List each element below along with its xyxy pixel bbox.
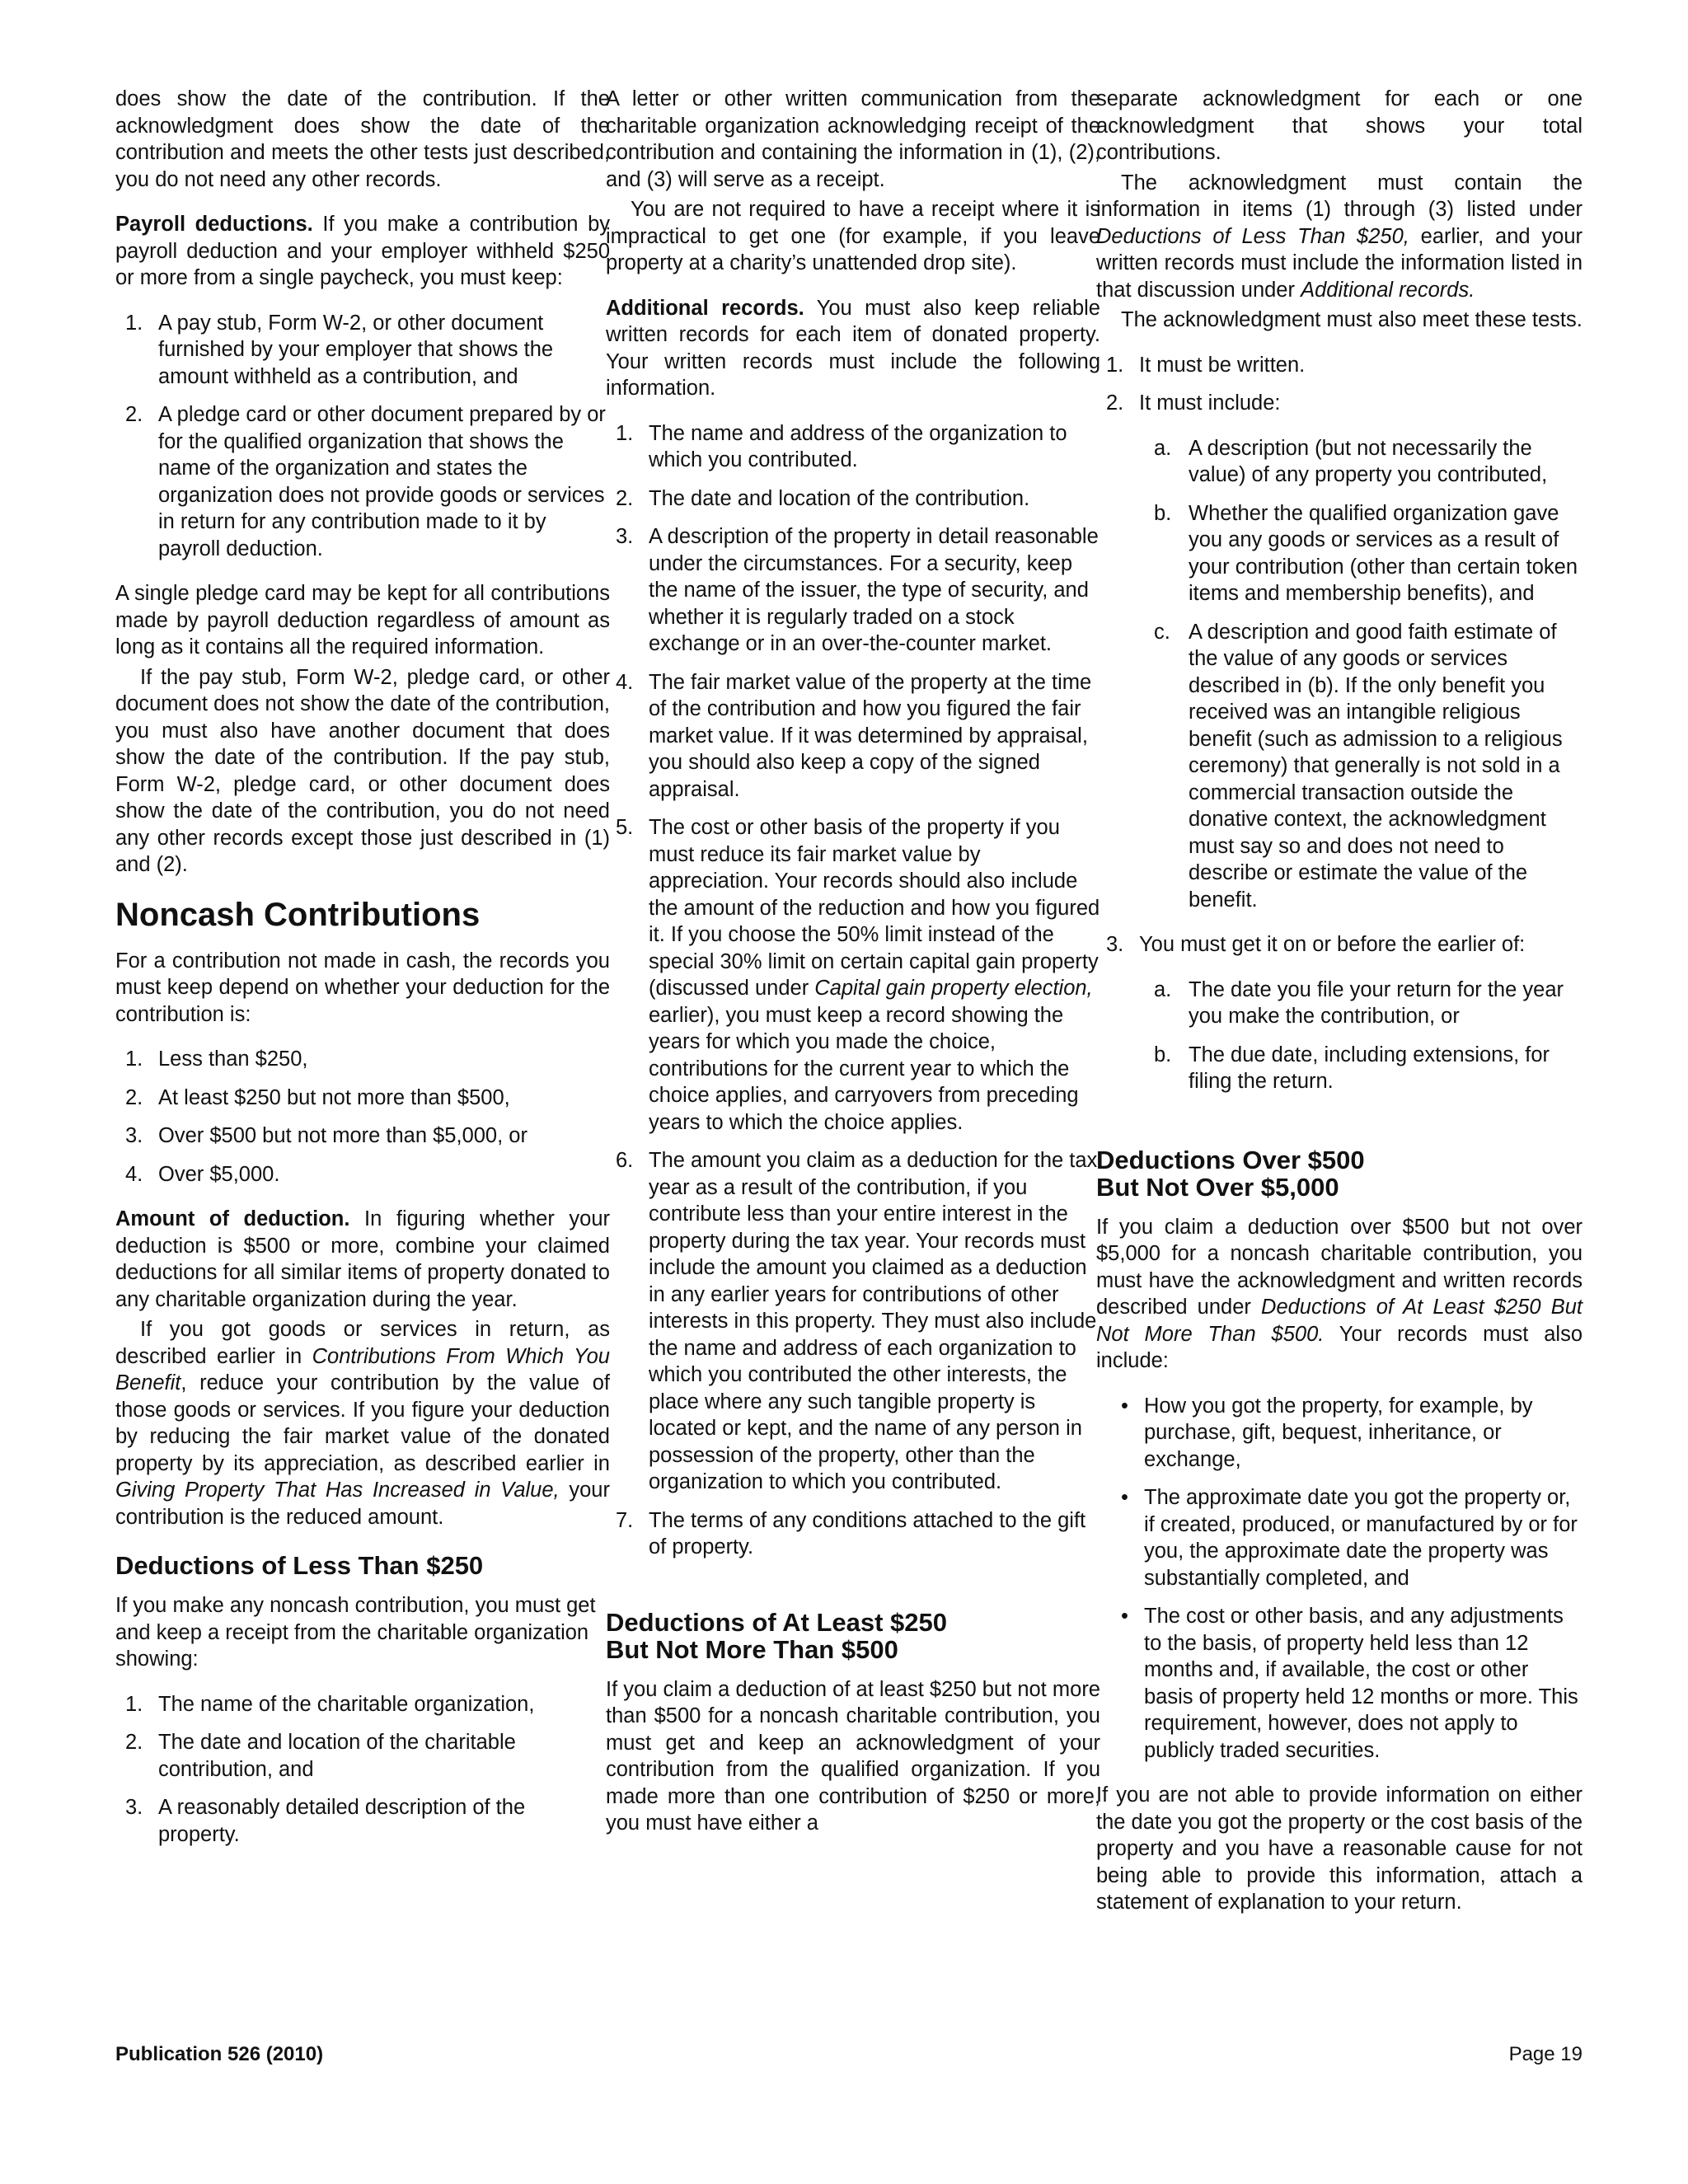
- paragraph-additional: [606, 295, 1100, 402]
- list-marker: a.: [1154, 436, 1172, 460]
- list-item-text: The cost or other basis, and any adjustments to the basis, of property held less than 12 months and, if available, the cost or other basis of property held 12 months or more. This requirement, however, does not apply to publicly traded securities.: [1144, 1605, 1578, 1762]
- list-item-text: A description of the property in detail reasonable under the circumstances. For a security, keep the name of the issuer, the type of security, and whether it is regularly traded on a stock exchange or in an over-the-counter market.: [649, 525, 1099, 655]
- bullet-marker: •: [1121, 1605, 1128, 1628]
- run-in-heading: Additional records.: [606, 296, 804, 320]
- paragraph-goods: [115, 1316, 610, 1530]
- list-item: [1096, 1042, 1582, 1095]
- text-run: Your records must also include:: [1096, 1322, 1583, 1372]
- list-marker: 4.: [125, 1162, 143, 1186]
- list-marker: 2.: [616, 486, 634, 510]
- list-item-text: It must include:: [1139, 391, 1281, 415]
- list-marker: 1.: [125, 1692, 143, 1716]
- list-item-text: Whether the qualified organization gave you any goods or services as a result of your contribution (other than certain token items and membership benefits), and: [1189, 501, 1578, 605]
- paragraph-text: In figuring whether your deduction is $500 or more, combine your claimed deductions for all similar items of property donated to any charitable organization during the year.: [115, 1207, 610, 1311]
- list-marker: 6.: [616, 1149, 634, 1172]
- list-item: [606, 1507, 1100, 1561]
- list-item-text: A pay stub, Form W-2, or other document furnished by your employer that shows the amount withheld as a contribution, and: [158, 311, 554, 388]
- run-in-heading: Amount of deduction.: [115, 1207, 350, 1230]
- list-item: [1096, 435, 1582, 489]
- list-marker: 5.: [616, 816, 634, 839]
- list-item: [115, 1122, 610, 1150]
- list-item-text: The due date, including extensions, for filing the return.: [1189, 1043, 1550, 1093]
- list-item-text: The name and address of the organization to which you contributed.: [649, 421, 1067, 471]
- list-item: [115, 310, 610, 391]
- paragraph: If you are not able to provide information on either the date you got the property or the cost basis of the property and you have a reasonable cause for not being able to provide this information, attach a statement of explanation to your return.: [1096, 1783, 1582, 1914]
- list-item: [115, 1161, 610, 1188]
- list-marker: 1.: [616, 421, 634, 445]
- section-heading-over-500: [1096, 1146, 1582, 1201]
- heading-line: Deductions Over $500: [1096, 1145, 1365, 1174]
- column-1: [115, 86, 610, 1866]
- list-item: [1096, 1603, 1582, 1764]
- records-bullet-list: [1096, 1393, 1582, 1765]
- list-item: [1096, 500, 1582, 607]
- list-item-text: How you got the property, for example, by purchase, gift, bequest, inheritance, or exchange,: [1144, 1394, 1533, 1471]
- list-item-text: The date and location of the contribution.: [649, 486, 1030, 510]
- list-item: [115, 1046, 610, 1073]
- text-run: earlier, and your written records must include the information listed in that discussion under: [1096, 224, 1582, 302]
- list-item: [1096, 931, 1582, 958]
- list-item: [606, 420, 1100, 474]
- list-item-text: The name of the charitable organization,: [158, 1692, 535, 1716]
- records-list: [606, 420, 1100, 1561]
- list-item: [606, 1147, 1100, 1496]
- list-marker: b.: [1154, 1043, 1172, 1066]
- list-marker: 1.: [1106, 353, 1124, 377]
- list-item-text: Less than $250,: [158, 1047, 308, 1071]
- paragraph-text: If you make a contribution by payroll deduction and your employer withheld $250 or more from a single paycheck, you must keep:: [115, 213, 611, 289]
- list-item-text: At least $250 but not more than $500,: [158, 1085, 510, 1109]
- list-marker: c.: [1154, 620, 1170, 644]
- paragraph-amount: [115, 1206, 610, 1313]
- list-marker: 1.: [125, 1047, 143, 1071]
- list-item: [115, 1794, 610, 1848]
- list-item-text: The amount you claim as a deduction for the tax year as a result of the contribution, if you contribute less than your entire interest in the property during the tax year. Your records must include the amount you claimed as a deduction in any earlier years for contributions of other interests in this property. They must also include the name and address of each organization to which you contributed the other interests, the place where any such tangible property is located or kept, and the name of any person in possession of the property, other than the organization to which you contributed.: [649, 1149, 1098, 1493]
- list-marker: 4.: [616, 670, 634, 694]
- list-item: [1096, 390, 1582, 417]
- list-item-text: A description (but not necessarily the value) of any property you contributed,: [1189, 436, 1548, 486]
- italic-run: Capital gain property election,: [814, 977, 1093, 1000]
- list-item-text: The fair market value of the property at the time of the contribution and how you figured the fair market value. If it was determined by appraisal, you should also keep a copy of the signed appraisal.: [649, 670, 1092, 801]
- payroll-list: [115, 310, 610, 563]
- text-run: If you claim a deduction over $500 but not over $5,000 for a noncash charitable contribution, you must have the acknowledgment and written records described under: [1096, 1215, 1582, 1319]
- paragraph: does show the date of the contribution. If the acknowledgment does show the date of the contribution and meets the other tests just described, you do not need any other records.: [115, 87, 610, 191]
- list-item: [115, 401, 610, 562]
- section-heading-noncash: Noncash Contributions: [115, 896, 481, 933]
- text-run: , reduce your contribution by the value of those goods or services. If you figure your deduction by reducing the fair market value of the donated property by its appreciation, as described earlier in: [115, 1371, 610, 1475]
- section-heading-less-250: Deductions of Less Than $250: [115, 1551, 484, 1580]
- paragraph: If the pay stub, Form W-2, pledge card, or other document does not show the date of the contribution, you must also have another document that does show the date of the contribution. If the pay stub, Form W-2, pledge card, or other document does show the date of the contribution, you do not need any other records except those just described in (1) and (2).: [115, 665, 610, 876]
- list-item-text: The date and location of the charitable contribution, and: [158, 1731, 516, 1781]
- list-item: [1096, 977, 1582, 1030]
- column-3: [1096, 86, 1582, 1934]
- paragraph: If you make any noncash contribution, you must get and keep a receipt from the charitable organization showing:: [115, 1594, 596, 1671]
- paragraph: For a contribution not made in cash, the records you must keep depend on whether your deduction for the contribution is:: [115, 949, 610, 1026]
- heading-line: But Not More Than $500: [606, 1634, 898, 1664]
- list-item: [606, 485, 1100, 513]
- list-item: [606, 669, 1100, 804]
- list-item: [115, 1691, 610, 1718]
- section-heading-at-least-250: [606, 1609, 1100, 1663]
- italic-run: Additional records.: [1301, 278, 1475, 302]
- list-item: [1096, 1393, 1582, 1474]
- paragraph-over-500: [1096, 1214, 1582, 1375]
- paragraph: You are not required to have a receipt where it is impractical to get one (for example, if you leave property at a charity’s unattended drop site).: [606, 198, 1100, 274]
- page-number: Page 19: [1508, 2043, 1582, 2065]
- list-marker: 3.: [616, 525, 634, 548]
- list-item-text: A pledge card or other document prepared by or for the qualified organization that shows the name of the organization and states the organization does not provide goods or services in return for any contribution made to it by payroll deduction.: [158, 403, 606, 560]
- list-item-text: Over $5,000.: [158, 1162, 280, 1186]
- text-run: The cost or other basis of the property if you must reduce its fair market value by appreciation. Your records should also include the amount of the reduction and how you figured it. If you choose the 50% limit instead of the special 30% limit on certain capital gain property (discussed under: [649, 816, 1100, 1000]
- paragraph-ack-contain: [1096, 170, 1582, 304]
- heading-line: But Not Over $5,000: [1096, 1172, 1339, 1202]
- noncash-list: [115, 1046, 610, 1188]
- list-item-text: The approximate date you got the property or, if created, produced, or manufactured by or for you, the approximate date the property was substantially completed, and: [1144, 1486, 1578, 1590]
- list-item: [1096, 619, 1582, 914]
- text-run: your contribution is the reduced amount.: [115, 1479, 610, 1529]
- list-item-text: You must get it on or before the earlier of:: [1139, 933, 1526, 956]
- tests-list-continued: [1096, 931, 1582, 958]
- list-marker: 3.: [125, 1124, 143, 1147]
- paragraph-text: You must also keep reliable written records for each item of donated property. Your written records must include the following information.: [606, 296, 1100, 400]
- list-item-text: A reasonably detailed description of the property.: [158, 1796, 526, 1846]
- paragraph: A letter or other written communication from the charitable organization acknowledging receipt of the contribution and containing the information in (1), (2), and (3) will serve as a receipt.: [606, 87, 1100, 191]
- list-item-text: The terms of any conditions attached to the gift of property.: [649, 1508, 1086, 1558]
- paragraph: If you claim a deduction of at least $250 but not more than $500 for a noncash charitable contribution, you must get and keep an acknowledgment of your contribution from the qualified organization. If you made more than one contribution of $250 or more, you must have either a: [606, 1677, 1100, 1835]
- italic-run: Deductions of At Least $250 But Not More Than $500.: [1096, 1296, 1582, 1346]
- earlier-of-sublist: [1096, 977, 1582, 1095]
- list-item-text: Over $500 but not more than $5,000, or: [158, 1124, 528, 1147]
- list-item: [606, 523, 1100, 658]
- paragraph: The acknowledgment must also meet these tests.: [1121, 308, 1582, 331]
- list-marker: 2.: [125, 403, 143, 426]
- list-item-text: A description and good faith estimate of the value of any goods or services described in (b). If the only benefit you received was an intangible religious benefit (such as admission to a religious ceremony) that generally is not sold in a commercial transaction outside the donative context, the acknowledgment must say so and does not need to describe or estimate the value of the benefit.: [1189, 620, 1563, 912]
- list-marker: 2.: [125, 1731, 143, 1754]
- list-item-text: The date you file your return for the year you make the contribution, or: [1189, 977, 1564, 1028]
- heading-line: Deductions of At Least $250: [606, 1607, 948, 1637]
- bullet-marker: •: [1121, 1394, 1128, 1418]
- tests-list: [1096, 352, 1582, 417]
- list-marker: 2.: [125, 1085, 143, 1109]
- italic-run: Contributions From Which You Benefit: [115, 1344, 610, 1394]
- list-marker: 2.: [1106, 391, 1124, 415]
- list-item: [115, 1085, 610, 1112]
- list-item: [1096, 352, 1582, 379]
- list-item: [606, 814, 1100, 1136]
- list-item: [1096, 1484, 1582, 1591]
- list-marker: 1.: [125, 311, 143, 335]
- paragraph: separate acknowledgment for each or one acknowledgment that shows your total contributions.: [1096, 87, 1582, 164]
- list-item: [115, 1729, 610, 1783]
- paragraph-payroll: [115, 211, 610, 292]
- list-marker: a.: [1154, 977, 1172, 1001]
- list-marker: 7.: [616, 1508, 634, 1532]
- receipt-list: [115, 1691, 610, 1849]
- publication-label: Publication 526 (2010): [115, 2043, 324, 2065]
- list-marker: 3.: [125, 1796, 143, 1819]
- paragraph: A single pledge card may be kept for all contributions made by payroll deduction regardless of amount as long as it contains all the required information.: [115, 582, 610, 658]
- list-item-text: It must be written.: [1139, 353, 1306, 377]
- text-run: The acknowledgment must contain the information in items (1) through (3) listed under: [1096, 171, 1582, 221]
- run-in-heading: Payroll deductions.: [115, 213, 313, 236]
- italic-run: Giving Property That Has Increased in Value,: [115, 1479, 560, 1502]
- italic-run: Deductions of Less Than $250,: [1096, 224, 1409, 248]
- text-run: earlier), you must keep a record showing the years for which you made the choice, contributions for the current year to which the choice applies, and carryovers from preceding years to which the choice applies.: [649, 1003, 1079, 1134]
- bullet-marker: •: [1121, 1486, 1128, 1509]
- include-sublist: [1096, 435, 1582, 914]
- text-run: If you got goods or services in return, as described earlier in: [115, 1318, 610, 1368]
- column-2: [606, 86, 1100, 1855]
- list-marker: b.: [1154, 501, 1172, 525]
- list-marker: 3.: [1106, 933, 1124, 956]
